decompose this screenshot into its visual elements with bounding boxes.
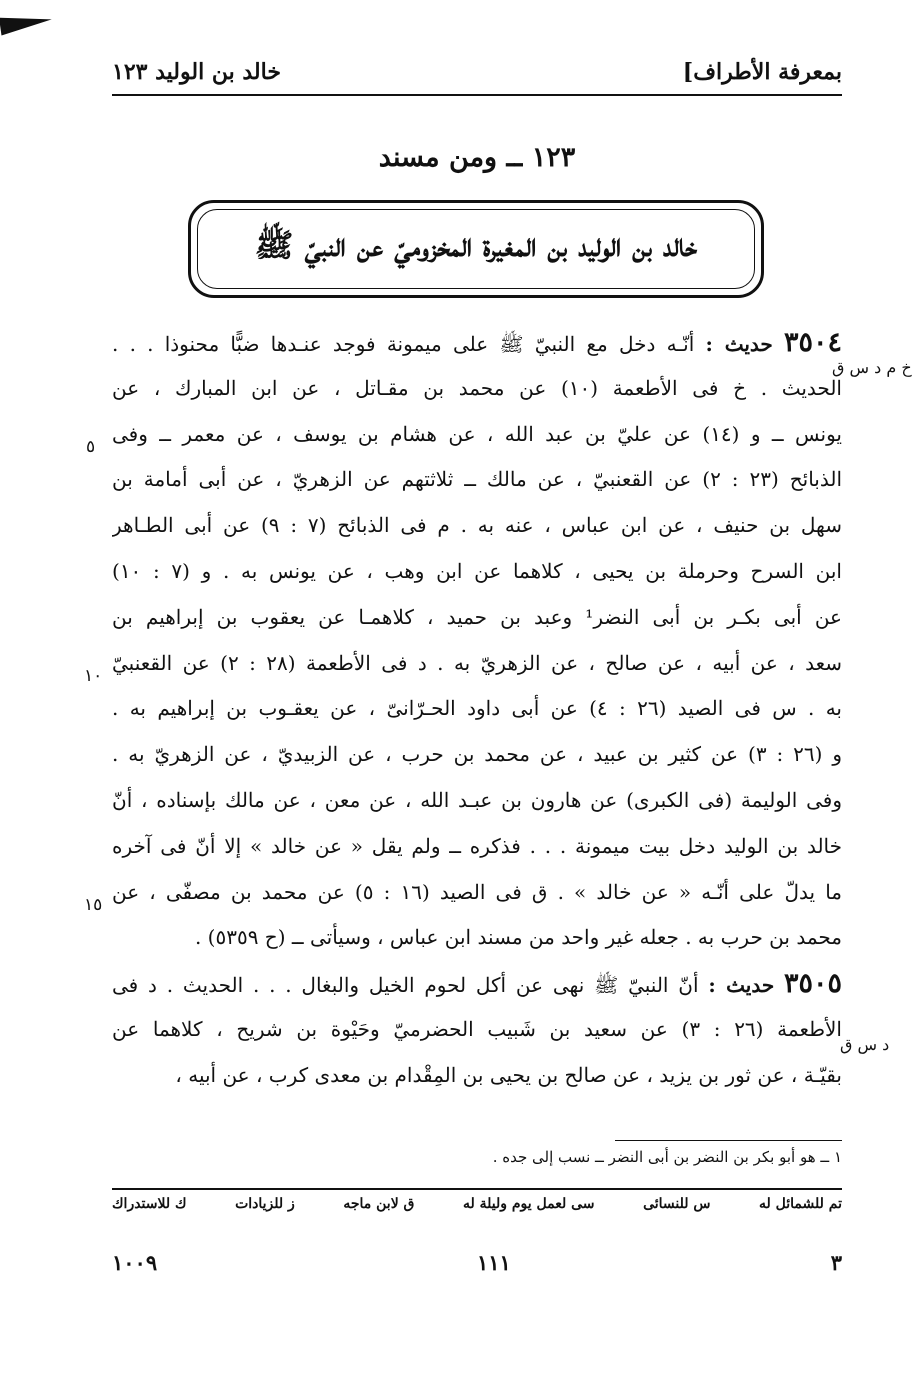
text-line (112, 961, 842, 1007)
hadith-number: ٣٥٠٤ (783, 327, 842, 358)
page-number: ١١١ (477, 1250, 511, 1275)
line-text: سهل بن حنيف ، عن ابن عباس ، عنه به . م فى الذبائح (٧ : ٩) عن أبى الطـاهر (112, 513, 842, 538)
line-text: محمد بن حرب به . جعله غير واحد من مسند ابن عباس ، وسيأتى ــ (ح ٥٣٥٩) . (194, 925, 842, 950)
line-number-5: ٥ (86, 437, 96, 457)
name-box (188, 200, 764, 298)
companion-name: خالد بن الوليد بن المغيرة المخزوميّ عن النبيّ ﷺ (254, 226, 698, 264)
text-line (112, 778, 842, 824)
text-line (112, 1007, 842, 1053)
text-line (112, 641, 842, 687)
line-text: أنّ النبيّ ﷺ نهى عن أكل لحوم الخيل والبغال . . . الحديث . د فى (112, 973, 699, 998)
hadith-label: حديث : (708, 973, 775, 998)
page-footer (112, 1250, 842, 1275)
margin-sigla-3505: د س ق (840, 1035, 890, 1054)
line-text: و (٢٦ : ٣) عن كثير بن عبيد ، عن محمد بن حرب ، عن الزبيديّ ، عن الزهريّ به . (112, 742, 842, 767)
section-title: ١٢٣ ــ ومن مسند (378, 142, 576, 173)
line-text: الأطعمة (٢٦ : ٣) عن سعيد بن شَبيب الحضرميّ وحَيْوة بن شريح ، كلاهما عن (112, 1016, 842, 1041)
text-line (112, 412, 842, 458)
text-line (112, 732, 842, 778)
running-header-right: بمعرفة الأطراف] (682, 59, 842, 85)
line-text: أنّـه دخل مع النبيّ ﷺ على ميمونة فوجد عنـدها ضبًّا محنوذا . . . (112, 332, 695, 356)
line-text: يونس ــ و (١٤) عن عليّ بن عبد الله ، عن هشام بن يوسف ، عن معمر ــ وفى (112, 421, 842, 446)
line-text: ما يدلّ على أنّـه « عن خالد » . ق فى الصيد (١٦ : ٥) عن محمد بن مصفّى ، عن (112, 879, 842, 904)
text-line (112, 1053, 842, 1099)
line-number-10: ١٠ (84, 666, 103, 686)
text-line (112, 457, 842, 503)
legend-item: ز للزيادات (235, 1196, 295, 1212)
body-text (112, 320, 842, 1099)
footnote: ١ ــ هو أبو بكر بن النضر بن أبى النضر ــ نسب إلى جده . (492, 1148, 842, 1166)
legend-item: ك للاستدراك (112, 1196, 187, 1212)
running-header (112, 52, 842, 92)
volume-number: ٣ (830, 1250, 842, 1275)
text-line (112, 503, 842, 549)
text-line (112, 870, 842, 916)
footnote-rule (615, 1140, 842, 1141)
legend-item: سى لعمل يوم وليلة له (462, 1196, 595, 1212)
text-line (112, 595, 842, 641)
line-text: وفى الوليمة (فى الكبرى) عن هارون بن عبـد الله ، عن معن ، عن مالك بإسناده ، أنّ (112, 787, 842, 812)
hadith-number: ٣٥٠٥ (784, 968, 842, 1000)
margin-sigla-3504: خ م د س ق (832, 358, 912, 377)
running-header-left: خالد بن الوليد ١٢٣ (112, 59, 281, 85)
legend-item: س للنسائى (643, 1196, 711, 1212)
line-text: سعد ، عن أبيه ، عن صالح ، عن الزهريّ به . د فى الأطعمة (٢٨ : ٢) عن القعنبيّ (112, 650, 842, 675)
sigla-legend (112, 1196, 842, 1212)
text-line (112, 549, 842, 595)
page-edge-mark (0, 10, 53, 35)
hadith-label: حديث : (705, 332, 773, 356)
line-text: خالد بن الوليد دخل بيت ميمونة . . . فذكره ــ ولم يقل « عن خالد » إلا أنّ فى آخره (112, 833, 842, 858)
line-text: عن أبى بكـر بن أبى النضر¹ وعبد بن حميد ، كلاهمـا عن يعقوب بن إبراهيم بن (112, 604, 842, 629)
line-text: به . س فى الصيد (٢٦ : ٤) عن أبى داود الحـرّانىّ ، عن يعقـوب بن إبراهيم به . (112, 696, 842, 721)
header-rule (112, 94, 842, 96)
line-text: الذبائح (٢٣ : ٢) عن القعنبيّ ، عن مالك ــ ثلاثتهم عن الزهريّ ، عن أبى أمامة بن (112, 467, 842, 492)
text-line (112, 824, 842, 870)
line-text: بقيّـة ، عن ثور بن يزيد ، عن صالح بن يحيى بن المِقْدام بن معدى كرب ، عن أبيه ، (175, 1062, 842, 1087)
legend-rule (112, 1188, 842, 1190)
legend-item: تم للشمائل له (759, 1196, 842, 1212)
text-line (112, 915, 842, 961)
line-text: ابن السرح وحرملة بن يحيى ، كلاهما عن ابن وهب ، عن يونس به . و (٧ : ١٠) (112, 558, 842, 583)
text-line (112, 366, 842, 412)
text-line (112, 320, 842, 366)
line-text: الحديث . خ فى الأطعمة (١٠) عن محمد بن مقـاتل ، عن ابن المبارك ، عن (112, 375, 842, 400)
text-line (112, 686, 842, 732)
serial-number: ١٠٠٩ (112, 1250, 158, 1275)
line-number-15: ١٥ (84, 895, 103, 915)
legend-item: ق لابن ماجه (343, 1196, 415, 1212)
